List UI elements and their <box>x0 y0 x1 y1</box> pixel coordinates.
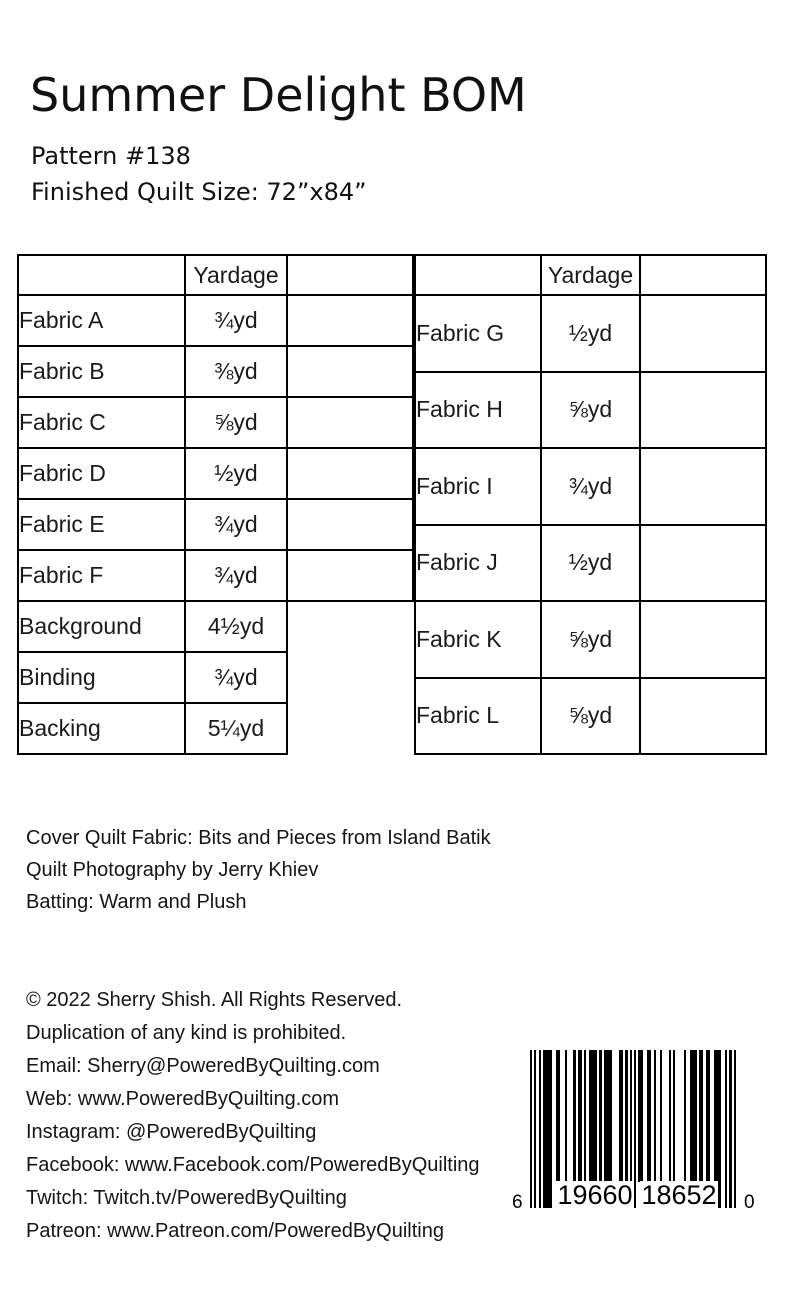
swatch-header-cell <box>640 255 766 295</box>
fabric-name-cell: Fabric G <box>415 295 541 372</box>
footer-line: Instagram: @PoweredByQuilting <box>26 1121 317 1143</box>
cover-info-block <box>26 822 491 918</box>
yardage-table-left <box>17 254 414 755</box>
barcode-left-digit: 6 <box>512 1192 523 1213</box>
fabric-swatch <box>287 397 413 448</box>
barcode-bar <box>584 1050 586 1182</box>
barcode-bar <box>699 1050 703 1182</box>
pattern-number: Pattern #138 <box>31 142 191 170</box>
table-row <box>18 346 413 397</box>
table-row <box>415 295 766 372</box>
fabric-swatch <box>640 601 766 678</box>
yardage-table-right <box>414 254 767 755</box>
fabric-swatch <box>640 525 766 602</box>
header-row <box>415 255 766 295</box>
barcode-bar <box>660 1050 662 1182</box>
yardage-cell: ⅝yd <box>541 372 640 449</box>
yardage-cell: 4½yd <box>185 601 287 652</box>
info-line: Cover Quilt Fabric: Bits and Pieces from Island Batik <box>26 827 491 849</box>
fabric-name-cell: Fabric J <box>415 525 541 602</box>
empty-header-cell <box>18 255 185 295</box>
table-row <box>415 601 766 678</box>
footer-line: Facebook: www.Facebook.com/PoweredByQuilting <box>26 1154 480 1176</box>
footer-line: © 2022 Sherry Shish. All Rights Reserved. <box>26 989 403 1011</box>
fabric-name-cell: Background <box>18 601 185 652</box>
footer-line: Email: Sherry@PoweredByQuilting.com <box>26 1055 380 1077</box>
fabric-name-cell: Fabric E <box>18 499 185 550</box>
barcode-bar <box>573 1050 575 1182</box>
yardage-cell: ½yd <box>541 525 640 602</box>
finished-quilt-size: Finished Quilt Size: 72”x84” <box>31 178 367 206</box>
upc-barcode <box>512 1050 760 1222</box>
table-row <box>415 448 766 525</box>
table-row <box>415 372 766 449</box>
header-row <box>18 255 413 295</box>
table-row <box>18 601 413 652</box>
yardage-cell: ⅝yd <box>185 397 287 448</box>
yardage-cell: ¾yd <box>541 448 640 525</box>
barcode-bar <box>647 1050 651 1182</box>
fabric-name-cell: Fabric D <box>18 448 185 499</box>
table-row <box>18 652 413 703</box>
barcode-bar <box>530 1050 532 1208</box>
fabric-swatch <box>287 499 413 550</box>
barcode-bar <box>543 1050 552 1208</box>
yardage-cell: ⅝yd <box>541 601 640 678</box>
footer-line: Twitch: Twitch.tv/PoweredByQuilting <box>26 1187 347 1209</box>
barcode-bar <box>734 1050 736 1208</box>
yardage-cell: ¾yd <box>185 295 287 346</box>
yardage-header: Yardage <box>541 255 640 295</box>
fabric-name-cell: Fabric I <box>415 448 541 525</box>
fabric-name-cell: Fabric B <box>18 346 185 397</box>
fabric-name-cell: Fabric L <box>415 678 541 755</box>
barcode-bar <box>729 1050 731 1208</box>
barcode-bar <box>673 1050 675 1182</box>
fabric-name-cell: Fabric A <box>18 295 185 346</box>
yardage-cell: ½yd <box>185 448 287 499</box>
table-row <box>18 499 413 550</box>
yardage-cell: ¾yd <box>185 550 287 601</box>
barcode-bar <box>578 1050 582 1182</box>
fabric-name-cell: Fabric H <box>415 372 541 449</box>
barcode-group1: 19660 <box>557 1180 633 1210</box>
barcode-bar <box>706 1050 710 1182</box>
table-row <box>415 678 766 755</box>
yardage-tables <box>17 254 767 755</box>
barcode-bar <box>589 1050 598 1182</box>
yardage-header: Yardage <box>185 255 287 295</box>
fabric-swatch <box>640 372 766 449</box>
fabric-swatch <box>287 550 413 601</box>
barcode-bar <box>625 1050 627 1182</box>
barcode-bar <box>654 1050 656 1182</box>
fabric-swatch <box>640 295 766 372</box>
fabric-swatch <box>287 448 413 499</box>
fabric-name-cell: Binding <box>18 652 185 703</box>
barcode-bar <box>619 1050 623 1182</box>
table-row <box>18 448 413 499</box>
barcode-bar <box>599 1050 601 1182</box>
empty-header-cell <box>415 255 541 295</box>
table-row <box>18 703 413 754</box>
fabric-swatch <box>640 448 766 525</box>
yardage-cell: ¾yd <box>185 652 287 703</box>
barcode-bar <box>534 1050 536 1208</box>
fabric-name-cell: Fabric C <box>18 397 185 448</box>
table-row <box>18 397 413 448</box>
page-title: Summer Delight BOM <box>30 68 527 122</box>
yardage-cell: 5¼yd <box>185 703 287 754</box>
fabric-swatch <box>287 295 413 346</box>
barcode-group2: 18652 <box>641 1180 717 1210</box>
yardage-cell: ¾yd <box>185 499 287 550</box>
info-line: Batting: Warm and Plush <box>26 891 247 913</box>
table-row <box>415 525 766 602</box>
fabric-name-cell: Backing <box>18 703 185 754</box>
table-row <box>18 295 413 346</box>
footer-line: Patreon: www.Patreon.com/PoweredByQuilting <box>26 1220 444 1242</box>
footer-line: Duplication of any kind is prohibited. <box>26 1022 347 1044</box>
yardage-cell: ⅜yd <box>185 346 287 397</box>
fabric-swatch <box>640 678 766 755</box>
contact-footer-block <box>26 984 480 1248</box>
table-row <box>18 550 413 601</box>
barcode-bar <box>539 1050 541 1208</box>
barcode-bar <box>725 1050 727 1208</box>
barcode-bar <box>556 1050 560 1182</box>
fabric-name-cell: Fabric F <box>18 550 185 601</box>
barcode-bar <box>634 1050 636 1208</box>
yardage-cell: ½yd <box>541 295 640 372</box>
fabric-swatch <box>287 346 413 397</box>
barcode-bar <box>604 1050 613 1182</box>
barcode-bar <box>690 1050 697 1182</box>
swatch-header-cell <box>287 255 413 295</box>
info-line: Quilt Photography by Jerry Khiev <box>26 859 319 881</box>
fabric-name-cell: Fabric K <box>415 601 541 678</box>
barcode-bar <box>565 1050 567 1182</box>
barcode-right-digit: 0 <box>744 1192 755 1213</box>
barcode-bar <box>669 1050 671 1182</box>
yardage-cell: ⅝yd <box>541 678 640 755</box>
barcode-bar <box>638 1050 642 1182</box>
footer-line: Web: www.PoweredByQuilting.com <box>26 1088 340 1110</box>
barcode-bar <box>684 1050 686 1182</box>
